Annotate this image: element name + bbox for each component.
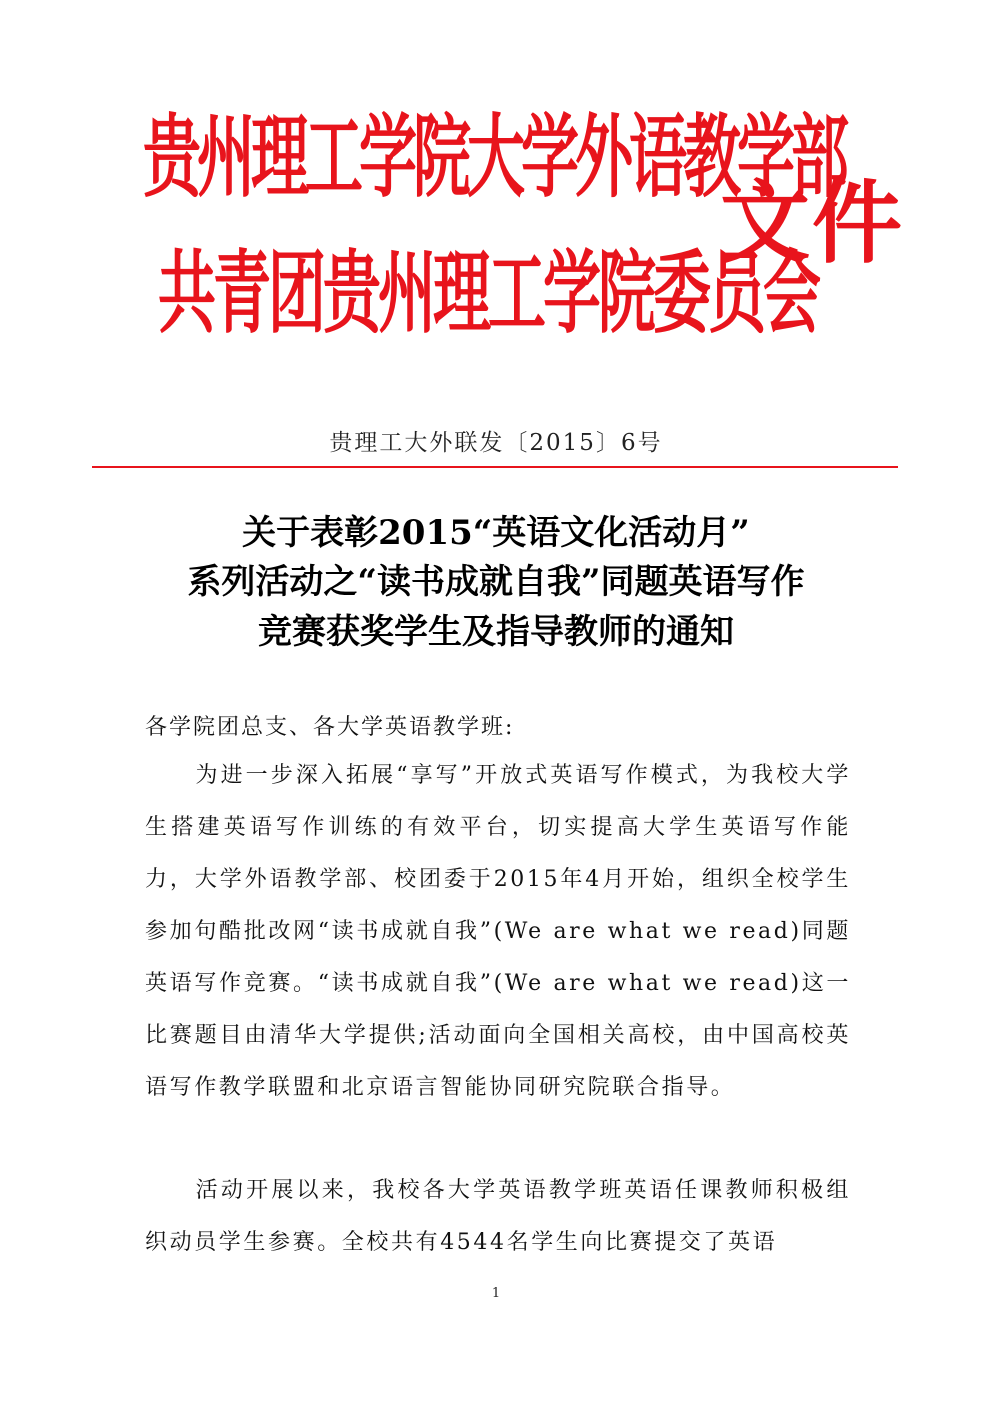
- title-line-1: 关于表彰2015“英语文化活动月”: [242, 513, 750, 553]
- title-line-3: 竞赛获奖学生及指导教师的通知: [258, 612, 734, 652]
- title-line-2: 系列活动之“读书成就自我”同题英语写作: [187, 562, 805, 602]
- body-paragraph-1: [145, 750, 851, 1114]
- body-paragraph-2: [145, 1165, 851, 1269]
- body-paragraph-1-text: 为进一步深入拓展“享写”开放式英语写作模式，为我校大学生搭建英语写作训练的有效平台，切实提高大学生英语写作能力，大学外语教学部、校团委于2015年4月开始，组织全校学生参加句酷批改网“读书成就自我”(We are what we read)同题英语写作竞赛。“读书成就自我”(We are what we read)这一比赛题目由清华大学提供;活动面向全国相关高校，由中国高校英语写作教学联盟和北京语言智能协同研究院联合指导。: [145, 763, 851, 1100]
- document-number: 贵理工大外联发〔2015〕6号: [329, 430, 663, 456]
- page-number: 1: [491, 1286, 501, 1301]
- issuer-line-2: 共青团贵州理工学院委员会: [158, 240, 819, 346]
- issuer-line-1: 贵州理工学院大学外语教学部: [143, 104, 846, 210]
- document-label: 文件: [720, 170, 904, 276]
- header-divider: [92, 466, 898, 468]
- salutation: 各学院团总支、各大学英语教学班:: [145, 715, 515, 740]
- body-paragraph-2-text: 活动开展以来，我校各大学英语教学班英语任课教师积极组织动员学生参赛。全校共有4544名学生向比赛提交了英语: [145, 1178, 851, 1255]
